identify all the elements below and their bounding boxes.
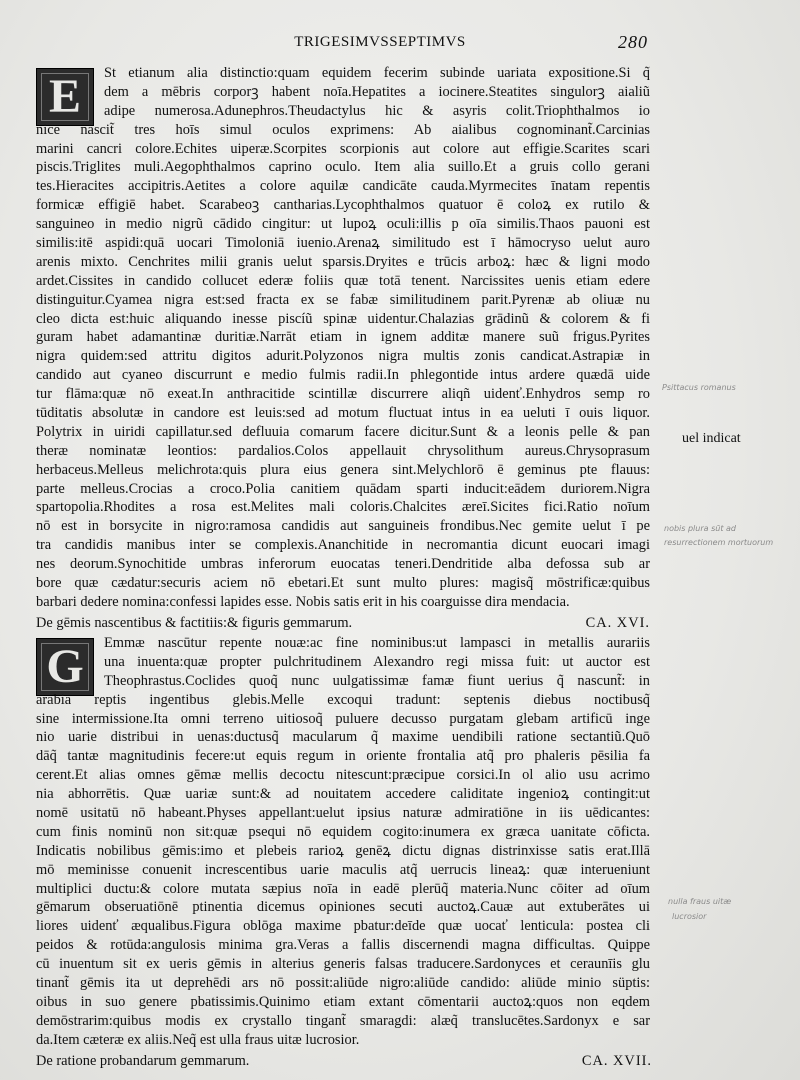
text-line: formicæ effigiē habet. Scarabeoꝫ cantharias.Lycophthalmos quatuor ē coloꝝ ex rutilo & [36, 197, 650, 214]
text-line: St etianum alia distinctio:quam equidem fecerim subinde uariata expositione.Si q̃ [104, 65, 650, 81]
chapter-16-title: De gēmis nascentibus & factitiis:& figuris gemmarum. [36, 615, 353, 631]
text-line: sanguineo in medio nigrũ cādido cingitur: ut lupoꝝ oculi:illis p oīa similis.Thaos pauoni est [36, 216, 650, 233]
running-header: TRIGESIMVSSEPTIMVS [294, 34, 466, 50]
text-line: piscis.Triglites muli.Aegophthalmos caprino oculo. Item alia suillo.Et a gruis collo gerani [36, 159, 650, 176]
text-line: tes.Hieracites accipitris.Aetites a colore aquilæ candicāte cauda.Myrmecites īnatam repentis [36, 178, 650, 195]
text-line: nomē usitatū nō habeant.Physes appellant:uelut ipsius naturæ admiratiōne in iis uēdicantes: [36, 805, 650, 822]
margin-handwritten-note-2a: nobis plura sūt ad [664, 524, 736, 533]
text-line: mō meminisse conuenit increscentibus uarie maculis atq̃ uerrucis lineaꝝ: quæ interueniunt [36, 861, 650, 878]
text-line: cleo dicta est:huic aliquando inesse piscíũ spinæ uidentur.Chalazias grādinũ & colorem & fi [36, 310, 650, 327]
chapter-17-heading [36, 1052, 652, 1071]
text-line: una inuenta:quæ propter pulchritudinem Alexandro regi missa fuit: ut auctor est [104, 653, 650, 670]
text-line: oibus in suo genere pbatissimis.Quinimo etiam extant cōmentarii auctoꝝ:quos non eqdem [36, 993, 650, 1010]
text-line: liores uidenť æqualibus.Figura oblōga maxime pbatur:deīde quæ uocať lenticula: postea cli [36, 918, 650, 935]
chapter-16-heading [36, 614, 650, 633]
text-line: spartopolia.Rhodites a rosa est.Melites mali coloris.Chalcites æreī.Sicites fici.Ratio noīum [36, 499, 650, 516]
text-line: nio uarie distribui in uenas:ductusq̃ macularum q̃ maxime uendibili ratione sectantiũ.Quō [36, 729, 650, 746]
margin-handwritten-note-3a: nulla fraus uitæ [668, 897, 732, 906]
margin-handwritten-note-2b: resurrectionem mortuorum [664, 538, 774, 547]
text-line: guram habet adamantinæ duritiæ.Narrāt etiam in ignem additæ manere suũ frigus.Pyrites [36, 329, 650, 346]
text-line: similis:itē aspidi:quā uocari Timoloniā iuenio.Arenaꝝ similitudo est ī hāmocryso uelut auro [36, 235, 650, 252]
text-line: dāq̃ tantæ magnitudinis fecere:ut equis regum in oriente frontalia atq̃ pro phaleris pēsilia fa [36, 748, 650, 765]
text-line: Theophrastus.Coclides quoq̃ nunc uulgatissimæ famæ fiunt uerius q̃ nascunt̃: in [104, 672, 650, 689]
text-line: Emmæ nascūtur repente nouæ:ac fine nominibus:ut lampasci in metallis aurariis [104, 635, 650, 651]
text-line: adipe numerosa.Adunephros.Theudactylus hic & asyris colit.Triophthalmos io [104, 102, 650, 119]
text-line: demōstrarim:quibus modis ex crystallo tingant̃ smaragdi: alæq̃ translucētes.Sardonyx e sar [36, 1012, 650, 1029]
text-line: nia abhorrētis. Quæ uariæ sunt:& ad nouitatem accedere caliditate ingenioꝝ contingit:ut [36, 786, 650, 803]
text-line: dem a mēbris corporꝫ habent noīa.Hepatites a iocinere.Steatites singulorꝫ aialiũ [104, 83, 650, 100]
chapter-17-title: De ratione probandarum gemmarum. [36, 1053, 250, 1069]
text-line: gēmarum obseruatiōnē ptinentia dicemus opiniones secuti auctoꝝ.Cauæ aut extuberātes ui [36, 899, 650, 916]
text-line: cum finis nominū non sit:quæ psequi nō equidem cogito:inumera ex græca uanitate cōficta. [36, 823, 650, 840]
text-line: arabia reptis ingentibus glebis.Melle excoqui tradunt: septenis diebus noctibusq̃ [36, 691, 650, 708]
text-line: cerent.Et alias omnes gēmæ mellis decoctu nitescunt:præcipue corsici.In ol alio usu acrimo [36, 767, 650, 784]
text-line: candido aut cyaneo discurrunt e medio fulmis radii.In phlegontide intus ardere quædā uide [36, 367, 650, 384]
margin-printed-note: uel indicat [682, 431, 741, 446]
text-line: Polytrix in uiridi capillatur.sed defluuia comarum facere dicitur.Sunt & a leonis pelle & pan [36, 423, 650, 440]
text-line: barbari dedere nomina:confessi lapides esse. Nobis satis erit in his coarguisse dira mendacia. [36, 593, 570, 610]
text-line: cū inuentum sit ex ueris gēmis in alterius generis falsas traducere.Sardonyces et ceraunīis glu [36, 956, 650, 973]
text-line: multiplici ductu:& colore mutata sæpius noīa in eadē plerūq̃ materia.Nunc cōiter ad oīum [36, 880, 650, 897]
margin-handwritten-note-1: Psittacus romanus [662, 383, 736, 392]
page-number: 280 [618, 32, 648, 52]
text-line: herbaceus.Melleus melichrota:quis plura eius genera sint.Melychlorō ē geminus pte flauus: [36, 461, 650, 478]
text-line: distinguitur.Cyamea nigra est:sed fracta ex se fabæ similitudinem parit.Pyrenæ ab oliuæ nu [36, 291, 650, 308]
text-line: sine intermissione.Ita omni terreno uitiosoq̃ puluere decusso purgatam glebam artificū inge [36, 710, 650, 727]
chapter-16-number: CA. XVI. [585, 615, 650, 631]
decorated-initial-g: G [36, 638, 94, 696]
section-2-text [36, 634, 650, 1050]
text-line: nō est in borsycite in nigro:ramosa candidis aut sanguineis frondibus.Nec gemite uelut ī pe [36, 518, 650, 535]
text-line: tinant̃ gēmis ita ut deprehēdi ars nō possit:aliūde nigro:aliūde candido: aliūde minio süptis: [36, 975, 650, 992]
text-line: theræ nominatæ leontios: pardalios.Colos appellauit chrysolithum aureus.Chrysoprasum [36, 442, 650, 459]
text-line: marini cancri colore.Echites uiperæ.Scorpites scorpionis aut colore aut effigie.Scarites scari [36, 140, 650, 157]
text-line: parte melleus.Crocias a croco.Polia canitiem quādam sparti inducit:eādem duriorem.Nigra [36, 480, 650, 497]
text-line: arenis mixto. Cenchrites milii granis uelut sparsis.Dryites e trūcis arboꝝ: hæc & ligni modo [36, 253, 650, 270]
text-line: nes deorum.Synochitide umbras inferorum euocatas teneri.Dendritide alba defossa sub ar [36, 556, 650, 573]
margin-handwritten-note-3b: lucrosior [672, 912, 707, 921]
section-1-text [36, 64, 650, 612]
chapter-17-number: CA. XVII. [581, 1053, 652, 1069]
text-line: ardet.Cissites in candido collucet ederæ foliis quæ totā tenent. Narcissites uenis etiam edere [36, 272, 650, 289]
text-line: tūditatis absolutæ in candore est leuis:sed ad motum fluctuat intus in ea ueluti ī ouis liquor. [36, 405, 650, 422]
text-line: bore quæ cædatur:securis aciem nō ebetari.Et sunt multo plures: magisq̃ mōstrificæ:quibus [36, 575, 650, 592]
text-line: nigra quidem:sed attritu digitos adurit.Polyzonos nigra multis zonis candicat.Astrapiæ in [36, 348, 650, 365]
text-line: da.Item cæteræ ex aliis.Neq̃ est ulla fraus uitæ lucrosior. [36, 1031, 360, 1048]
text-line: tra candidis manibus inter se complexis.Ananchitide in necromantia dicunt euocari imagi [36, 537, 650, 554]
decorated-initial-e: E [36, 68, 94, 126]
text-line: tur flāma:quæ nō exeat.In anthracitide scintillæ discurrere aliqñ uidenť.Enhydros semp ro [36, 386, 650, 403]
text-line: peidos & rotūda:angulosis minima gra.Veras a fallis discernendi magna difficultas. Quippe [36, 937, 650, 954]
text-line: Indicatis nobilibus gēmis:imo et plebeis rarioꝝ genēꝝ dictu dignas distrinxisse satis erat.Illā [36, 842, 650, 859]
text-line: nice nascit̃ tres hoīs simul oculos exprimens: Ab aialibus cognominant̃.Carcinias [36, 121, 650, 138]
